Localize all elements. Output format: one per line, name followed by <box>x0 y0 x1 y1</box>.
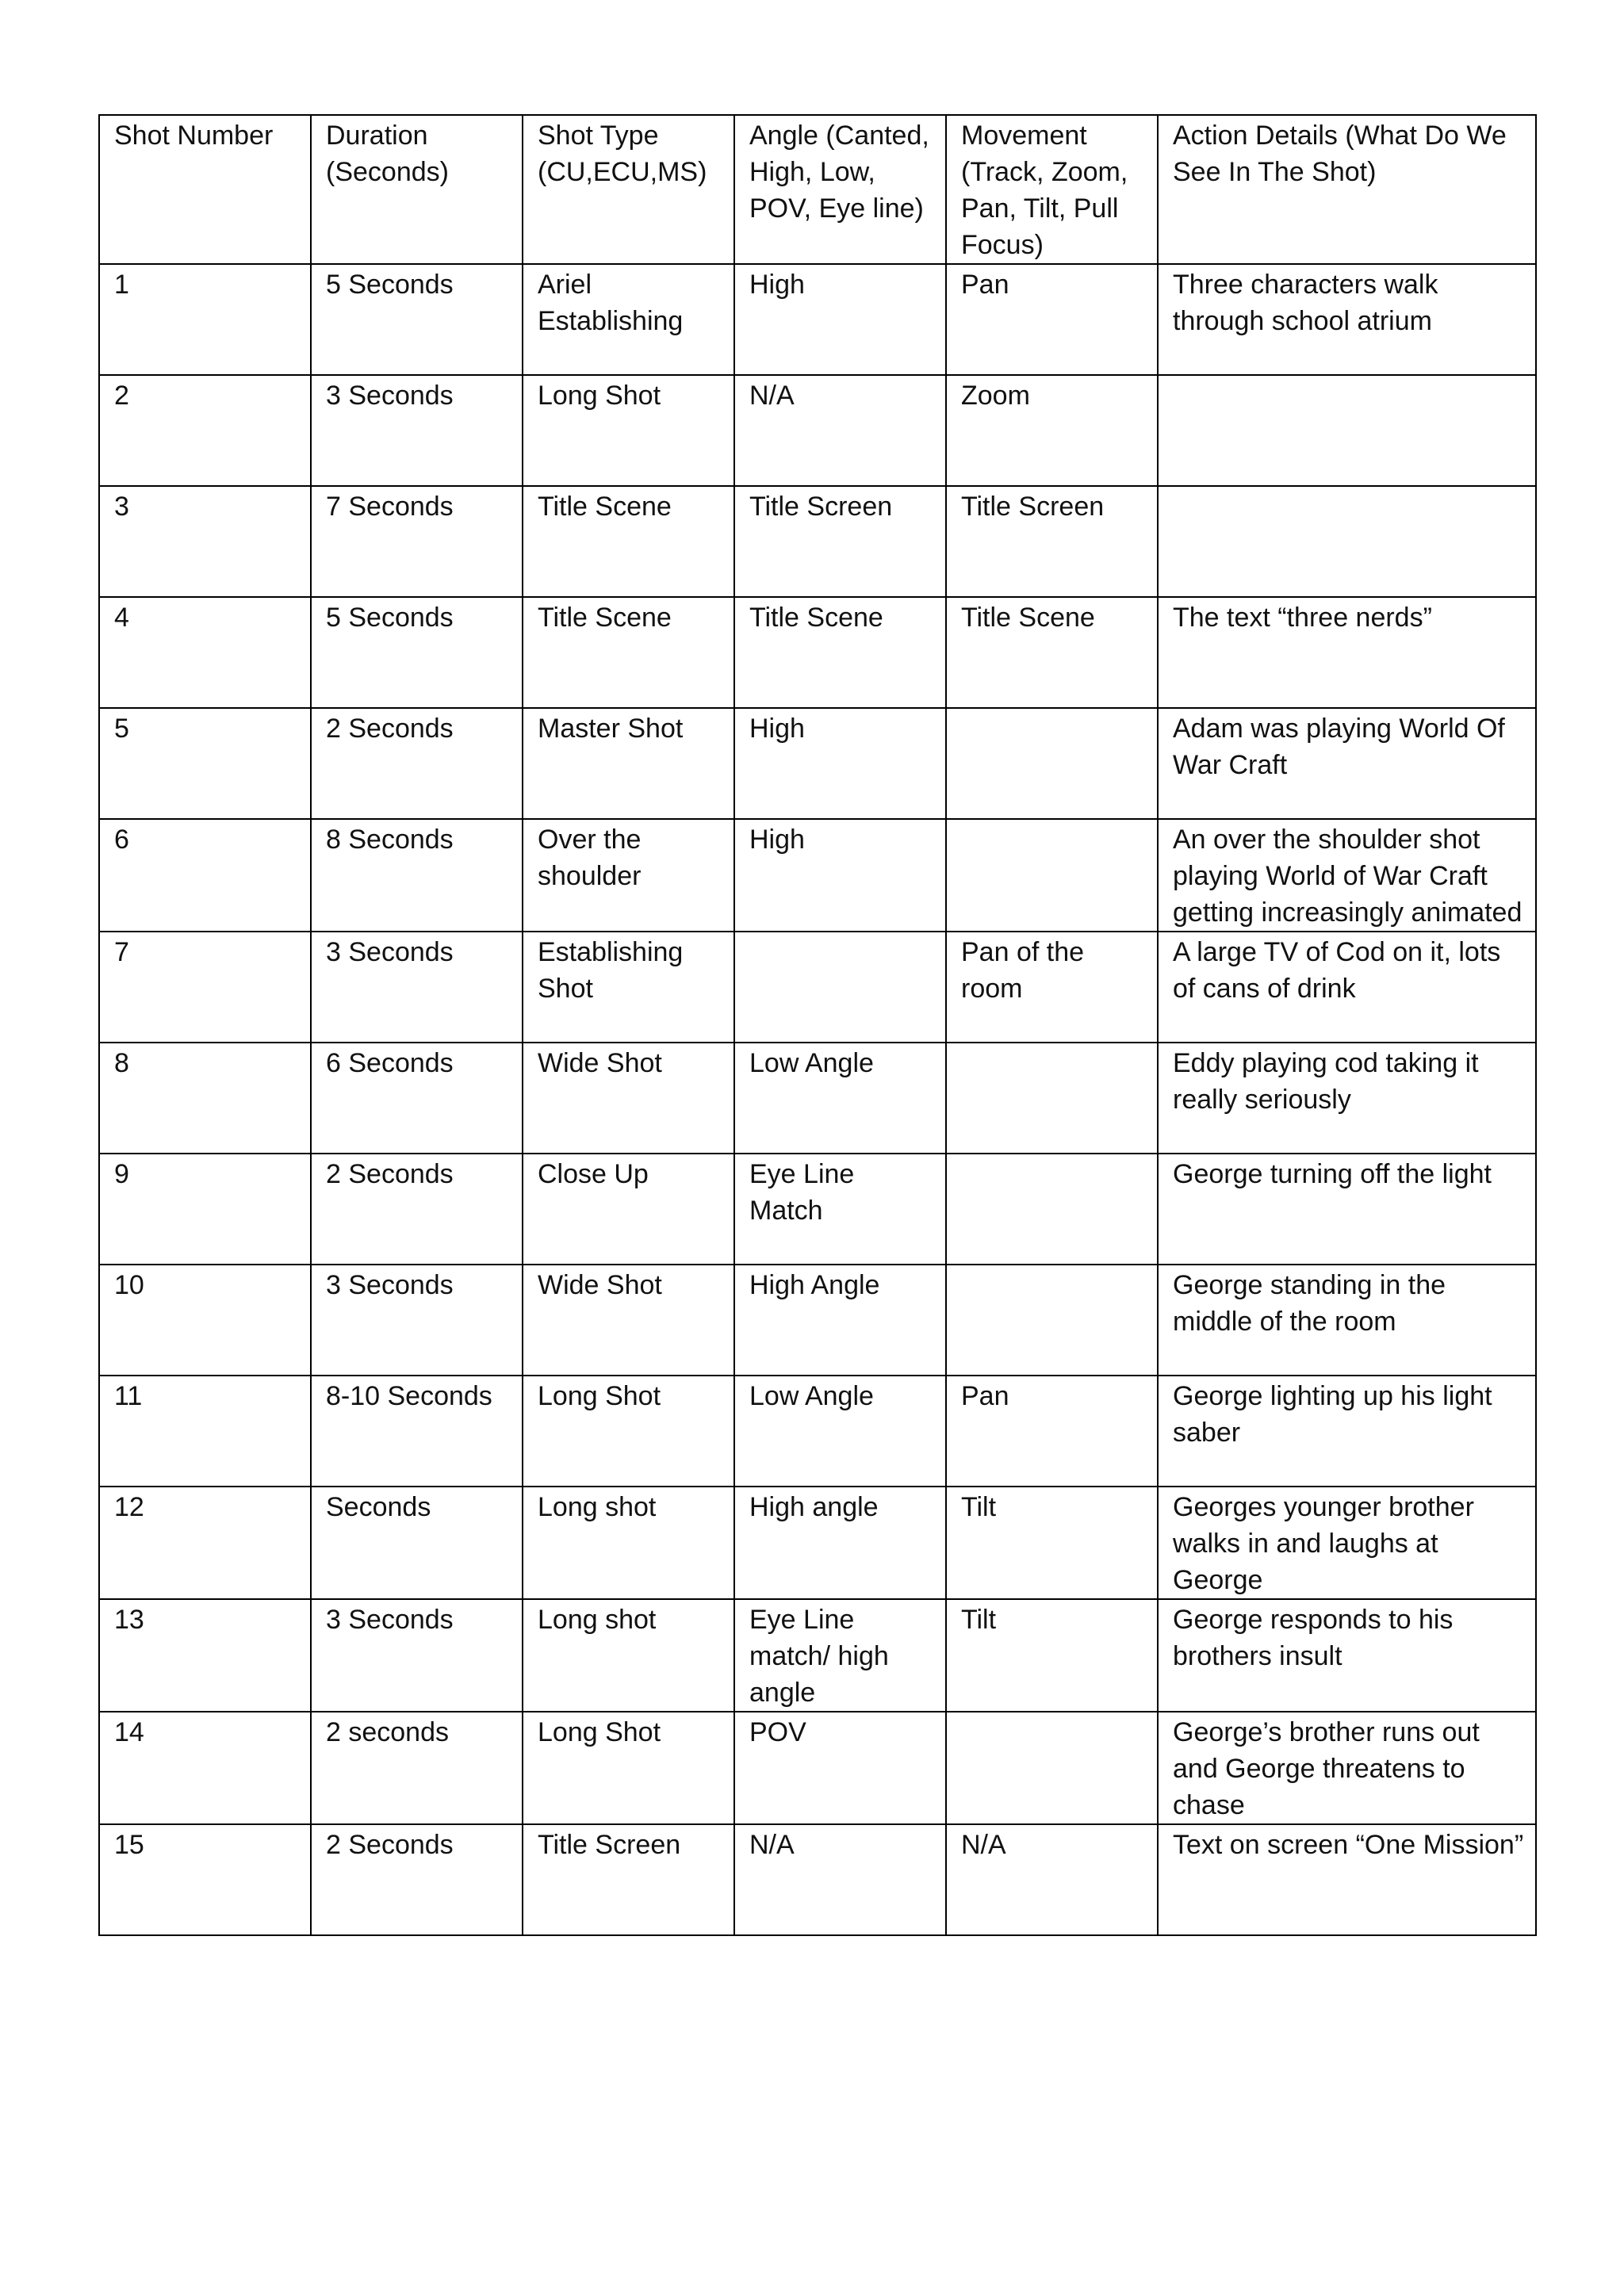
cell-shot-number: 1 <box>99 264 311 375</box>
cell-movement <box>946 1265 1158 1376</box>
header-row <box>99 115 1536 264</box>
cell-action-details: An over the shoulder shot playing World of War Craft getting increasingly animated <box>1158 819 1536 932</box>
cell-movement <box>946 1712 1158 1824</box>
cell-movement <box>946 708 1158 819</box>
cell-movement: N/A <box>946 1824 1158 1935</box>
cell-angle: N/A <box>734 375 946 486</box>
cell-angle: Eye Line match/ high angle <box>734 1599 946 1712</box>
table-row <box>99 1154 1536 1265</box>
cell-angle: POV <box>734 1712 946 1824</box>
cell-shot-type: Long shot <box>523 1487 734 1599</box>
cell-angle: High <box>734 264 946 375</box>
cell-movement: Pan <box>946 1376 1158 1487</box>
table-row <box>99 597 1536 708</box>
table-row <box>99 1712 1536 1824</box>
table-row <box>99 1043 1536 1154</box>
cell-shot-number: 14 <box>99 1712 311 1824</box>
header-duration: Duration (Seconds) <box>311 115 523 264</box>
cell-action-details: George responds to his brothers insult <box>1158 1599 1536 1712</box>
cell-action-details: A large TV of Cod on it, lots of cans of drink <box>1158 932 1536 1043</box>
cell-shot-number: 12 <box>99 1487 311 1599</box>
table-row <box>99 819 1536 932</box>
cell-shot-number: 13 <box>99 1599 311 1712</box>
cell-angle: Title Scene <box>734 597 946 708</box>
cell-action-details: Eddy playing cod taking it really seriously <box>1158 1043 1536 1154</box>
cell-movement: Tilt <box>946 1487 1158 1599</box>
cell-shot-number: 3 <box>99 486 311 597</box>
cell-duration: 8-10 Seconds <box>311 1376 523 1487</box>
cell-shot-type: Long Shot <box>523 1712 734 1824</box>
cell-shot-type: Long Shot <box>523 375 734 486</box>
header-shot-type: Shot Type (CU,ECU,MS) <box>523 115 734 264</box>
table-row <box>99 1376 1536 1487</box>
cell-angle: Title Screen <box>734 486 946 597</box>
cell-angle: Eye Line Match <box>734 1154 946 1265</box>
cell-shot-type: Long shot <box>523 1599 734 1712</box>
cell-action-details: George’s brother runs out and George threatens to chase <box>1158 1712 1536 1824</box>
header-action-details: Action Details (What Do We See In The Shot) <box>1158 115 1536 264</box>
cell-movement: Title Screen <box>946 486 1158 597</box>
cell-duration: 8 Seconds <box>311 819 523 932</box>
cell-shot-number: 11 <box>99 1376 311 1487</box>
cell-shot-number: 8 <box>99 1043 311 1154</box>
table-header <box>99 115 1536 264</box>
cell-duration: 6 Seconds <box>311 1043 523 1154</box>
cell-movement <box>946 1154 1158 1265</box>
cell-shot-type: Title Scene <box>523 597 734 708</box>
cell-shot-type: Establishing Shot <box>523 932 734 1043</box>
cell-action-details: George standing in the middle of the room <box>1158 1265 1536 1376</box>
cell-duration: 3 Seconds <box>311 375 523 486</box>
cell-shot-type: Ariel Establishing <box>523 264 734 375</box>
cell-action-details <box>1158 486 1536 597</box>
cell-action-details: Georges younger brother walks in and laughs at George <box>1158 1487 1536 1599</box>
cell-action-details <box>1158 375 1536 486</box>
cell-angle: Low Angle <box>734 1043 946 1154</box>
table-row <box>99 1265 1536 1376</box>
header-angle: Angle (Canted, High, Low, POV, Eye line) <box>734 115 946 264</box>
cell-movement <box>946 819 1158 932</box>
cell-duration: 2 Seconds <box>311 1154 523 1265</box>
cell-movement: Zoom <box>946 375 1158 486</box>
cell-duration: 3 Seconds <box>311 1265 523 1376</box>
cell-angle: High <box>734 819 946 932</box>
shot-list-table <box>98 114 1537 1936</box>
table-row <box>99 264 1536 375</box>
cell-action-details: George lighting up his light saber <box>1158 1376 1536 1487</box>
cell-movement <box>946 1043 1158 1154</box>
cell-shot-type: Wide Shot <box>523 1265 734 1376</box>
cell-angle: High Angle <box>734 1265 946 1376</box>
cell-angle: High <box>734 708 946 819</box>
cell-shot-number: 7 <box>99 932 311 1043</box>
cell-shot-number: 2 <box>99 375 311 486</box>
cell-duration: 2 Seconds <box>311 1824 523 1935</box>
cell-shot-number: 9 <box>99 1154 311 1265</box>
cell-movement: Title Scene <box>946 597 1158 708</box>
table-row <box>99 932 1536 1043</box>
cell-shot-type: Wide Shot <box>523 1043 734 1154</box>
cell-angle <box>734 932 946 1043</box>
table-body <box>99 264 1536 1935</box>
cell-angle: High angle <box>734 1487 946 1599</box>
cell-action-details: The text “three nerds” <box>1158 597 1536 708</box>
cell-shot-number: 4 <box>99 597 311 708</box>
cell-action-details: Three characters walk through school atrium <box>1158 264 1536 375</box>
cell-action-details: George turning off the light <box>1158 1154 1536 1265</box>
table-row <box>99 486 1536 597</box>
cell-shot-number: 6 <box>99 819 311 932</box>
table-row <box>99 375 1536 486</box>
header-shot-number: Shot Number <box>99 115 311 264</box>
cell-shot-type: Long Shot <box>523 1376 734 1487</box>
cell-shot-number: 15 <box>99 1824 311 1935</box>
cell-duration: 5 Seconds <box>311 597 523 708</box>
cell-shot-type: Title Screen <box>523 1824 734 1935</box>
cell-duration: 2 seconds <box>311 1712 523 1824</box>
table-row <box>99 1487 1536 1599</box>
cell-duration: 7 Seconds <box>311 486 523 597</box>
cell-angle: N/A <box>734 1824 946 1935</box>
cell-duration: Seconds <box>311 1487 523 1599</box>
cell-action-details: Adam was playing World Of War Craft <box>1158 708 1536 819</box>
cell-angle: Low Angle <box>734 1376 946 1487</box>
cell-shot-type: Title Scene <box>523 486 734 597</box>
cell-shot-type: Over the shoulder <box>523 819 734 932</box>
cell-duration: 2 Seconds <box>311 708 523 819</box>
cell-shot-number: 10 <box>99 1265 311 1376</box>
cell-movement: Pan <box>946 264 1158 375</box>
cell-shot-type: Master Shot <box>523 708 734 819</box>
cell-action-details: Text on screen “One Mission” <box>1158 1824 1536 1935</box>
cell-duration: 3 Seconds <box>311 1599 523 1712</box>
cell-duration: 5 Seconds <box>311 264 523 375</box>
cell-shot-number: 5 <box>99 708 311 819</box>
cell-shot-type: Close Up <box>523 1154 734 1265</box>
cell-movement: Tilt <box>946 1599 1158 1712</box>
cell-duration: 3 Seconds <box>311 932 523 1043</box>
table-row <box>99 1599 1536 1712</box>
table-row <box>99 1824 1536 1935</box>
cell-movement: Pan of the room <box>946 932 1158 1043</box>
header-movement: Movement (Track, Zoom, Pan, Tilt, Pull Focus) <box>946 115 1158 264</box>
table-row <box>99 708 1536 819</box>
